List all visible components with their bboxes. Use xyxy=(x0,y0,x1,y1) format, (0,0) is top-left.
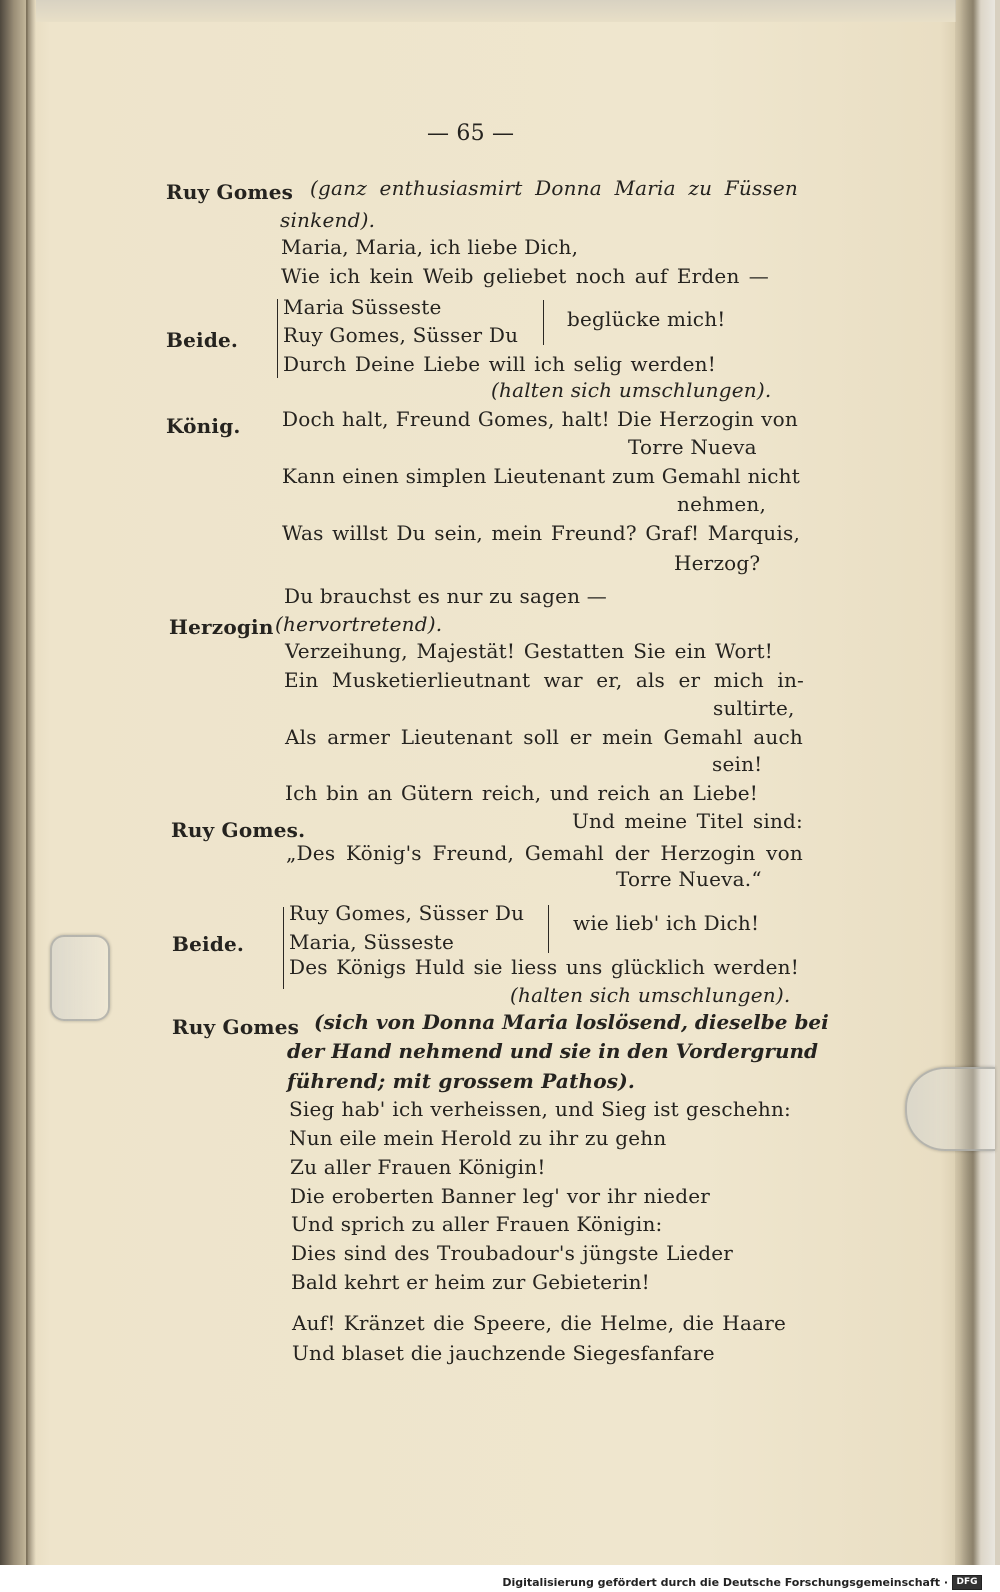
text-line-l05b: beglücke mich! xyxy=(567,307,726,331)
page-top-edge xyxy=(36,0,956,22)
text-line-l01: Ruy Gomes xyxy=(166,180,294,204)
text-line-l41: Und blaset die jauchzende Siegesfanfare xyxy=(292,1341,715,1365)
text-line-l22: Ich bin an Gütern reich, und reich an Liebe! xyxy=(285,781,758,805)
footer-credit: Digitalisierung gefördert durch die Deutsche Forschungsgemeinschaft · xyxy=(502,1576,948,1589)
text-line-l31: der Hand nehmend und sie in den Vordergrund xyxy=(287,1039,819,1063)
left-page-clip xyxy=(50,935,110,1021)
text-line-l30a: Ruy Gomes xyxy=(172,1015,300,1039)
page-number: — 65 — xyxy=(427,121,515,146)
text-line-l23a: Ruy Gomes. xyxy=(171,818,306,842)
text-line-l24: „Des König's Freund, Gemahl der Herzogin von xyxy=(286,841,803,865)
text-line-l37: Und sprich zu aller Frauen Königin: xyxy=(291,1212,663,1236)
text-line-l36: Die eroberten Banner leg' vor ihr nieder xyxy=(290,1184,710,1208)
text-line-l06a: Beide. xyxy=(166,328,239,352)
text-line-l03: Maria, Maria, ich liebe Dich, xyxy=(281,235,579,259)
text-line-l23: Und meine Titel sind: xyxy=(572,809,803,833)
text-line-l02: sinkend). xyxy=(280,208,376,232)
text-line-l25: Torre Nueva.“ xyxy=(616,867,762,891)
text-line-l20: Als armer Lieutenant soll er mein Gemahl auch xyxy=(285,725,803,749)
text-line-l29: (halten sich umschlungen). xyxy=(510,983,791,1007)
brace-right-1 xyxy=(543,300,544,345)
text-line-l19: sultirte, xyxy=(713,696,795,720)
text-line-l09: Doch halt, Freund Gomes, halt! Die Herzogin von xyxy=(282,407,798,431)
text-line-l07: Durch Deine Liebe will ich selig werden! xyxy=(283,352,716,376)
text-line-l16: (hervortretend). xyxy=(275,612,443,636)
text-line-l01b: (ganz enthusiasmirt Donna Maria zu Füssen xyxy=(310,176,798,200)
text-line-l26: Ruy Gomes, Süsser Du xyxy=(289,901,525,925)
brace-left-2 xyxy=(283,907,284,989)
text-line-l14: Herzog? xyxy=(674,551,761,575)
text-line-l12: nehmen, xyxy=(677,492,767,516)
text-line-l05: Maria Süsseste xyxy=(283,295,442,319)
text-line-l38: Dies sind des Troubadour's jüngste Lieder xyxy=(291,1241,733,1265)
brace-left-1 xyxy=(277,299,278,378)
text-line-l15: Du brauchst es nur zu sagen — xyxy=(284,584,607,608)
text-line-l21: sein! xyxy=(712,752,763,776)
dfg-logo: DFG xyxy=(952,1575,982,1590)
text-line-l26b: wie lieb' ich Dich! xyxy=(573,911,760,935)
text-line-l35: Zu aller Frauen Königin! xyxy=(290,1155,546,1179)
text-line-l16a: Herzogin xyxy=(169,615,274,639)
gutter-shadow xyxy=(26,0,36,1592)
right-page-clip xyxy=(905,1067,995,1151)
text-line-l27: Maria, Süsseste xyxy=(289,930,455,954)
text-line-l11: Kann einen simplen Lieutenant zum Gemahl nicht xyxy=(282,464,800,488)
text-line-l32: führend; mit grossem Pathos). xyxy=(287,1069,636,1093)
brace-right-2 xyxy=(548,905,549,953)
left-page-edge xyxy=(0,0,28,1592)
text-line-l27a: Beide. xyxy=(172,932,245,956)
text-line-l09a: König. xyxy=(166,414,241,438)
text-line-l28: Des Königs Huld sie liess uns glücklich werden! xyxy=(289,955,799,979)
text-line-l39: Bald kehrt er heim zur Gebieterin! xyxy=(291,1270,650,1294)
text-line-l04: Wie ich kein Weib geliebet noch auf Erden — xyxy=(281,264,769,288)
text-line-l33: Sieg hab' ich verheissen, und Sieg ist geschehn: xyxy=(289,1097,791,1121)
right-page-edge xyxy=(955,0,995,1565)
text-line-l30: (sich von Donna Maria loslösend, dieselbe bei xyxy=(314,1010,829,1034)
text-line-l10: Torre Nueva xyxy=(628,435,757,459)
text-line-l18: Ein Musketierlieutnant war er, als er mich in- xyxy=(284,668,804,692)
text-line-l06: Ruy Gomes, Süsser Du xyxy=(283,323,519,347)
text-line-l13: Was willst Du sein, mein Freund? Graf! Marquis, xyxy=(282,521,800,545)
text-line-l17: Verzeihung, Majestät! Gestatten Sie ein Wort! xyxy=(285,639,773,663)
text-line-l08: (halten sich umschlungen). xyxy=(491,378,772,402)
text-line-l34: Nun eile mein Herold zu ihr zu gehn xyxy=(289,1126,667,1150)
text-line-l40: Auf! Kränzet die Speere, die Helme, die Haare xyxy=(292,1311,786,1335)
